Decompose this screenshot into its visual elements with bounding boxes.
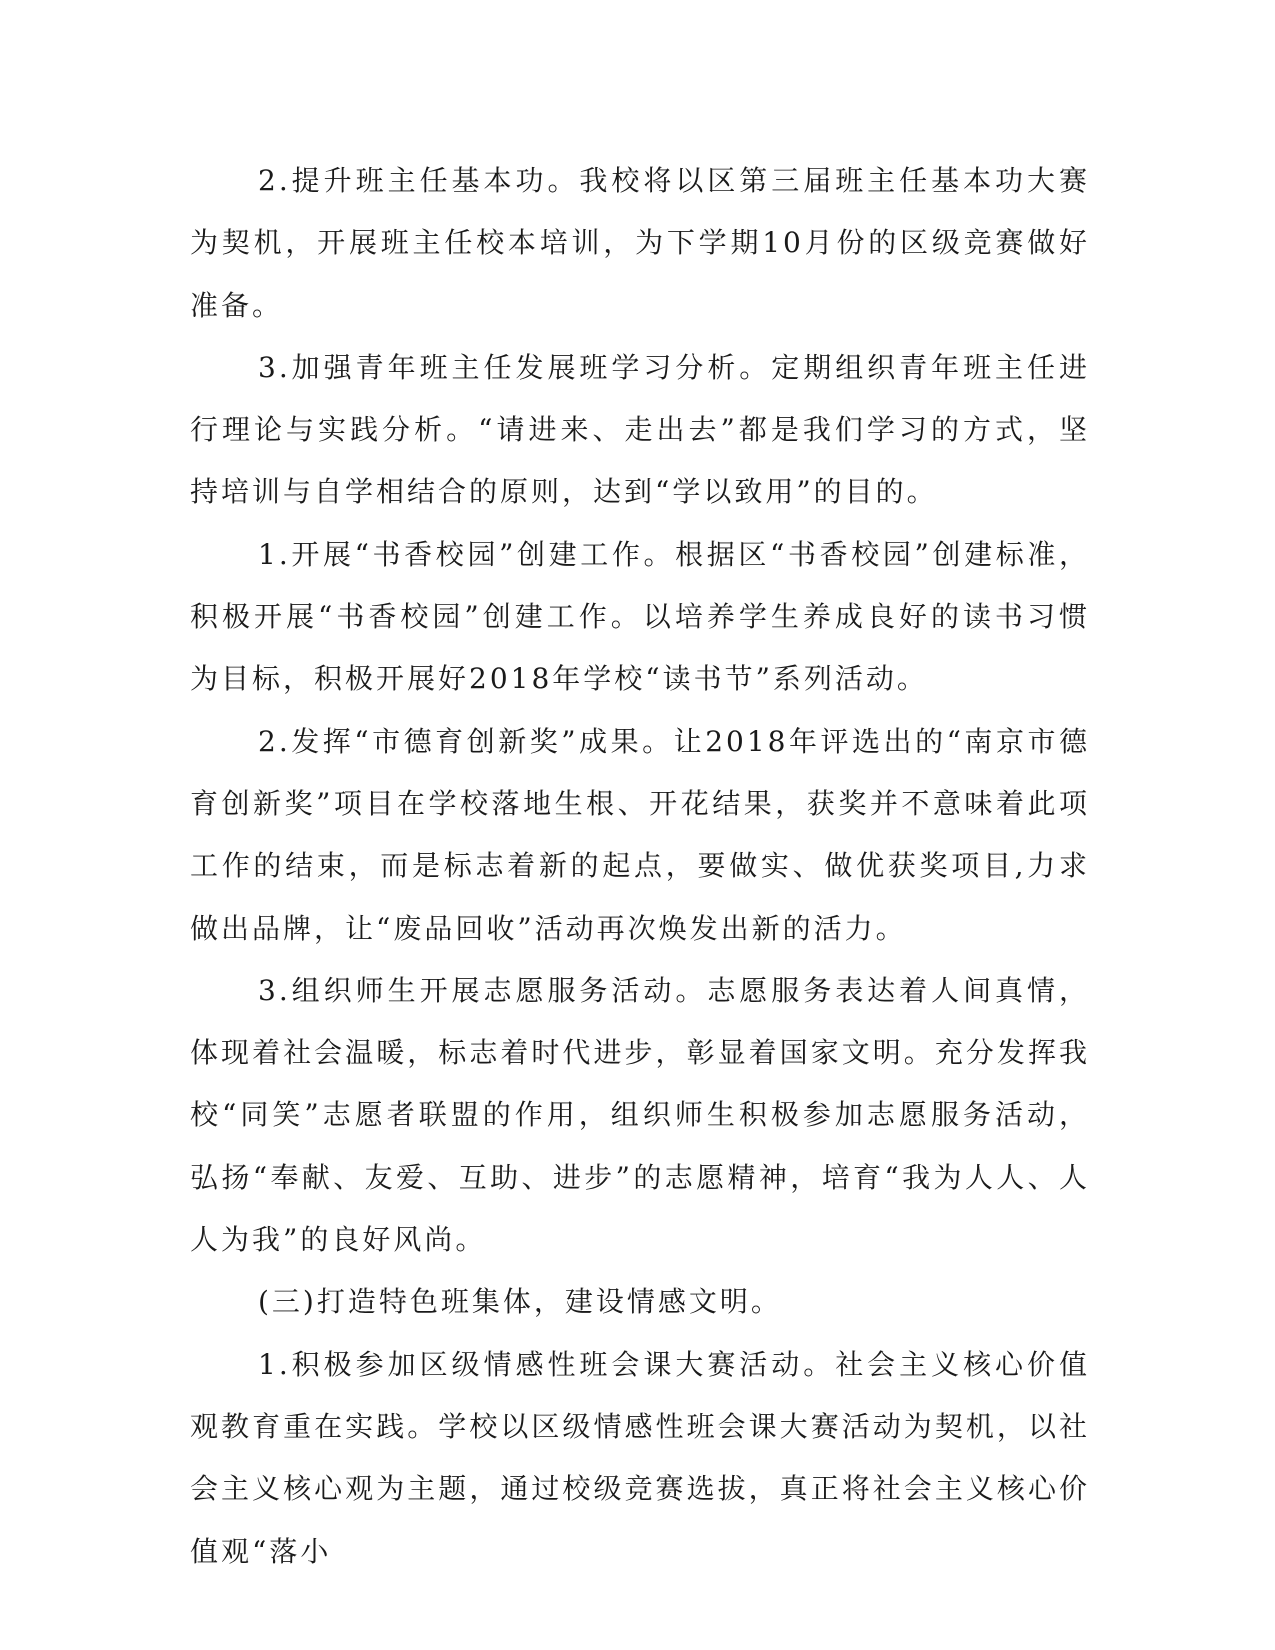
paragraph-young-teacher-study: 3.加强青年班主任发展班学习分析。定期组织青年班主任进行理论与实践分析。“请进来、走出去”都是我们学习的方式，坚持培训与自学相结合的原则，达到“学以致用”的目的。 <box>190 350 1090 509</box>
document-body <box>190 150 1090 1583</box>
paragraph-volunteer-service: 3.组织师生开展志愿服务活动。志愿服务表达着人间真情，体现着社会温暖，标志着时代进步，彰显着国家文明。充分发挥我校“同笑”志愿者联盟的作用，组织师生积极参加志愿服务活动，弘扬“奉献、友爱、互助、进步”的志愿精神，培育“我为人人、人人为我”的良好风尚。 <box>190 973 1090 1257</box>
paragraph-head-teacher-skills: 2.提升班主任基本功。我校将以区第三届班主任基本功大赛为契机，开展班主任校本培训，为下学期10月份的区级竞赛做好准备。 <box>190 164 1090 322</box>
paragraph-moral-innovation-award: 2.发挥“市德育创新奖”成果。让2018年评选出的“南京市德育创新奖”项目在学校落地生根、开花结果，获奖并不意味着此项工作的结束，而是标志着新的起点，要做实、做优获奖项目,力求做出品牌，让“废品回收”活动再次焕发出新的活力。 <box>190 724 1090 945</box>
section-heading-characteristic-class: (三)打造特色班集体，建设情感文明。 <box>258 1285 782 1319</box>
paragraph-scholarly-campus: 1.开展“书香校园”创建工作。根据区“书香校园”创建标准，积极开展“书香校园”创建工作。以培养学生养成良好的读书习惯为目标，积极开展好2018年学校“读书节”系列活动。 <box>190 537 1090 696</box>
paragraph-class-meeting-contest: 1.积极参加区级情感性班会课大赛活动。社会主义核心价值观教育重在实践。学校以区级情感性班会课大赛活动为契机，以社会主义核心观为主题，通过校级竞赛选拔，真正将社会主义核心价值观“落小 <box>190 1347 1090 1568</box>
